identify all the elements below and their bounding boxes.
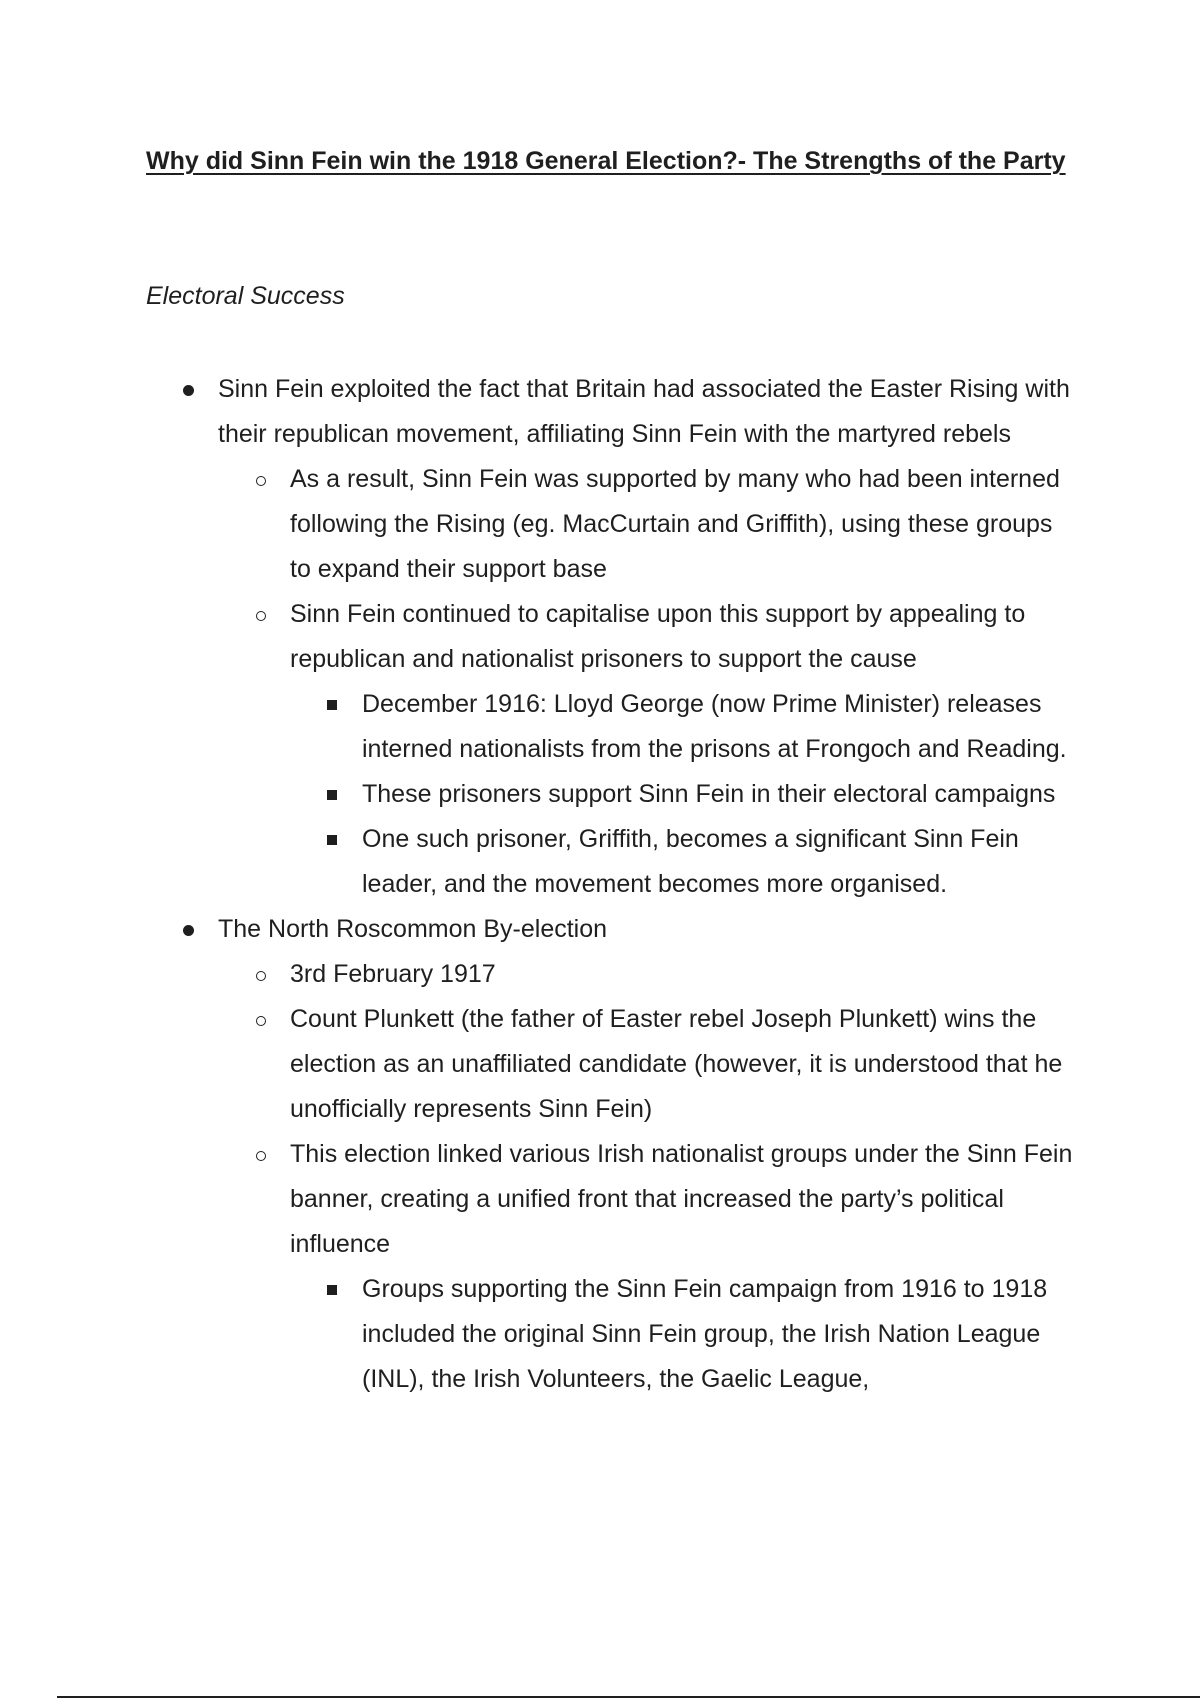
list-item-text: 3rd February 1917: [290, 960, 496, 988]
hollow-bullet-icon: [256, 611, 266, 621]
list-item-text: As a result, Sinn Fein was supported by many who had been interned following the Rising (eg. MacCurtain and Griffith), using these groups to expand their support base: [290, 465, 1060, 583]
square-bullet-icon: [327, 1285, 337, 1295]
list-item-text: The North Roscommon By-election: [218, 915, 608, 943]
list-item-text: These prisoners support Sinn Fein in their electoral campaigns: [362, 780, 1056, 808]
sub-list: [218, 457, 1076, 907]
filled-bullet-icon: [183, 385, 194, 396]
list-item: [290, 817, 1076, 907]
square-bullet-icon: [327, 790, 337, 800]
list-item-text: Sinn Fein continued to capitalise upon this support by appealing to republican and nationalist prisoners to support the cause: [290, 600, 1026, 673]
hollow-bullet-icon: [256, 476, 266, 486]
hollow-bullet-icon: [256, 1016, 266, 1026]
list-item: [218, 997, 1076, 1132]
list-item: [218, 592, 1076, 907]
detail-list: [290, 682, 1076, 907]
list-item-text: Count Plunkett (the father of Easter rebel Joseph Plunkett) wins the election as an unaffiliated candidate (however, it is understood that he unofficially represents Sinn Fein): [290, 1005, 1063, 1123]
page-title: Why did Sinn Fein win the 1918 General Election?- The Strengths of the Party: [146, 147, 1066, 175]
list-item-text: Groups supporting the Sinn Fein campaign from 1916 to 1918 included the original Sinn Fein group, the Irish Nation League (INL), the Irish Volunteers, the Gaelic League,: [362, 1275, 1048, 1393]
square-bullet-icon: [327, 835, 337, 845]
list-item: [218, 1132, 1076, 1402]
list-item-text: Sinn Fein exploited the fact that Britain had associated the Easter Rising with their republican movement, affiliating Sinn Fein with the martyred rebels: [218, 375, 1070, 448]
list-item: [218, 457, 1076, 592]
list-item: [146, 367, 1076, 907]
list-item-text: December 1916: Lloyd George (now Prime Minister) releases interned nationalists from the prisons at Frongoch and Reading.: [362, 690, 1067, 763]
list-item-text: This election linked various Irish nationalist groups under the Sinn Fein banner, creating a unified front that increased the party’s political influence: [290, 1140, 1073, 1258]
hollow-bullet-icon: [256, 971, 266, 981]
page-divider: [57, 1696, 1200, 1698]
list-item: [290, 682, 1076, 772]
square-bullet-icon: [327, 700, 337, 710]
list-item: [290, 772, 1076, 817]
filled-bullet-icon: [183, 925, 194, 936]
list-item: [218, 952, 1076, 997]
sub-list: [218, 952, 1076, 1402]
section-heading: Electoral Success: [146, 282, 345, 310]
detail-list: [290, 1267, 1076, 1402]
top-level-list: [146, 367, 1076, 1402]
list-item: [146, 907, 1076, 1402]
hollow-bullet-icon: [256, 1151, 266, 1161]
list-item-text: One such prisoner, Griffith, becomes a significant Sinn Fein leader, and the movement becomes more organised.: [362, 825, 1019, 898]
list-item: [290, 1267, 1076, 1402]
bullet-outline: [146, 367, 1076, 1402]
